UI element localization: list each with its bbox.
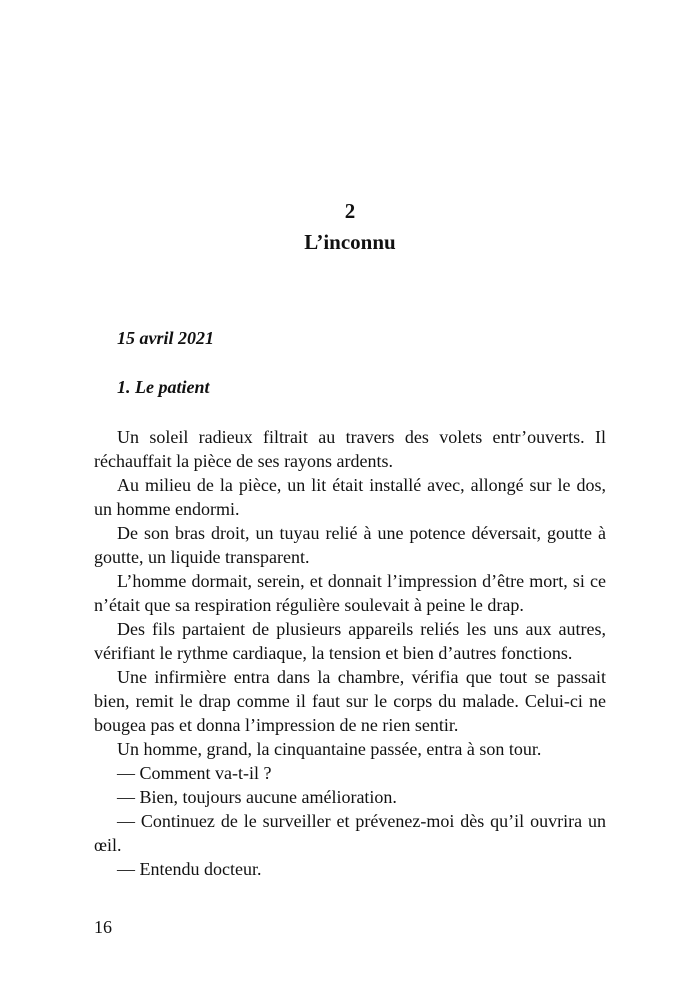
- paragraph: Un soleil radieux filtrait au travers des volets entr’ouverts. Il réchauffait la pièce de ses rayons ardents.: [94, 427, 606, 471]
- dialogue-line: — Entendu docteur.: [117, 859, 262, 879]
- section-title: 1. Le patient: [117, 377, 210, 397]
- paragraph: Au milieu de la pièce, un lit était installé avec, allongé sur le dos, un homme endormi.: [94, 475, 606, 519]
- dialogue-line: — Continuez de le surveiller et prévenez-moi dès qu’il ouvrira un œil.: [94, 811, 606, 855]
- dialogue-line: — Comment va-t-il ?: [117, 763, 272, 783]
- paragraph: L’homme dormait, serein, et donnait l’impression d’être mort, si ce n’était que sa respiration régulière soulevait à peine le drap.: [94, 571, 606, 615]
- paragraph: Un homme, grand, la cinquantaine passée, entra à son tour.: [117, 739, 542, 759]
- chapter-title: L’inconnu: [304, 230, 396, 254]
- chapter-number: 2: [344, 199, 356, 223]
- page-number: 16: [94, 917, 112, 937]
- paragraph: Des fils partaient de plusieurs appareils reliés les uns aux autres, vérifiant le rythme cardiaque, la tension et bien d’autres fonctions.: [94, 619, 606, 663]
- date-heading: 15 avril 2021: [117, 328, 214, 348]
- paragraph: Une infirmière entra dans la chambre, vérifia que tout se passait bien, remit le drap comme il faut sur le corps du malade. Celui-ci ne bougea pas et donna l’impression de ne rien sentir.: [94, 667, 606, 735]
- dialogue-line: — Bien, toujours aucune amélioration.: [117, 787, 397, 807]
- body-text: [94, 425, 606, 881]
- paragraph: De son bras droit, un tuyau relié à une potence déversait, goutte à goutte, un liquide transparent.: [94, 523, 606, 567]
